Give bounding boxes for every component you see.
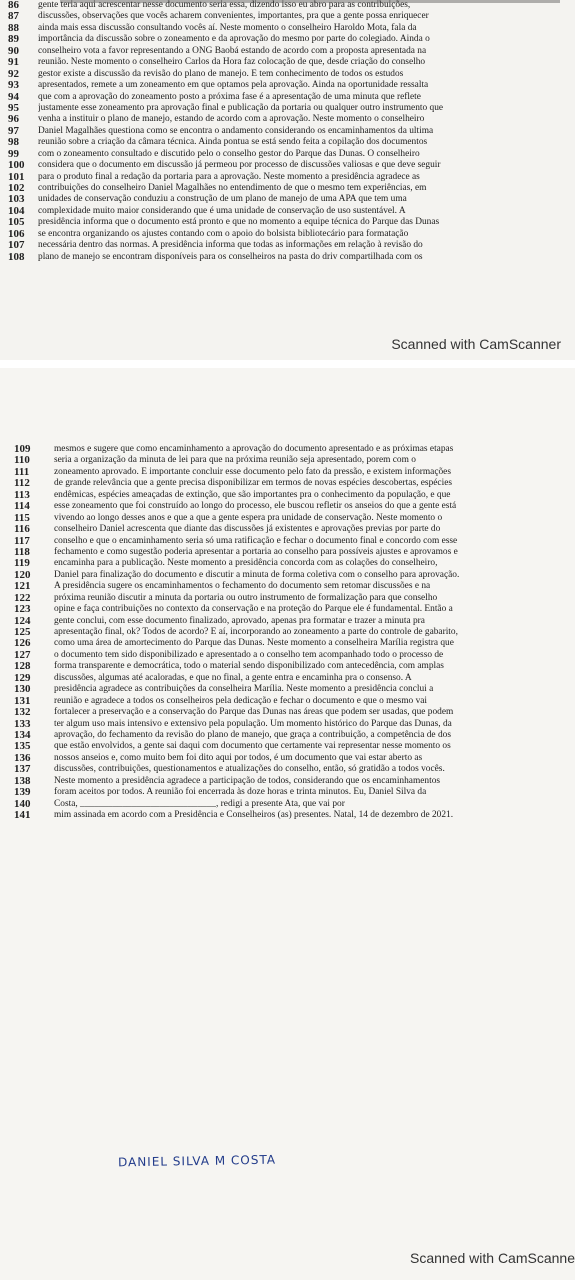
line-text: como uma área de amortecimento do Parque das Dunas. Neste momento a conselheira Marília registra que xyxy=(54,638,454,649)
page-gap xyxy=(0,360,575,368)
line-number: 103 xyxy=(8,194,25,206)
line-text: Daniel Magalhães questiona como se encontra o andamento considerando os encaminhamentos da ultima xyxy=(38,125,434,136)
minutes-line xyxy=(0,467,575,478)
line-text: importância da discussão sobre o zoneamento e da aprovação do mesmo por parte do colegiado. Ainda o xyxy=(38,34,430,45)
minutes-line xyxy=(0,650,575,661)
line-number: 139 xyxy=(14,787,31,799)
line-text: com o zoneamento consultado e discutido pelo o conselho gestor do Parque das Dunas. O conselheiro xyxy=(38,148,420,159)
line-number: 137 xyxy=(14,764,31,776)
line-number: 132 xyxy=(14,707,31,719)
line-number: 109 xyxy=(14,444,31,455)
line-number: 108 xyxy=(8,251,25,263)
minutes-line xyxy=(0,114,575,125)
line-number: 118 xyxy=(14,546,30,558)
line-number: 97 xyxy=(8,125,19,137)
line-number: 101 xyxy=(8,171,25,183)
minutes-line xyxy=(0,490,575,501)
minutes-line xyxy=(0,206,575,217)
line-text: venha a instituir o plano de manejo, estando de acordo com a aprovação. Neste momento o conselheiro xyxy=(38,114,425,125)
line-number: 119 xyxy=(14,558,30,570)
minutes-line xyxy=(0,581,575,592)
line-number: 96 xyxy=(8,114,19,126)
minutes-line xyxy=(0,478,575,489)
line-number: 141 xyxy=(14,810,31,821)
minutes-line xyxy=(0,707,575,718)
line-text: considera que o documento em discussão já permeou por processo de discussões valiosas e que deve seguir xyxy=(38,160,441,171)
minutes-line xyxy=(0,513,575,524)
scanner-watermark-1: Scanned with CamScanner xyxy=(391,336,561,352)
line-text: conselheiro vota a favor representando a ONG Baobá estando de acordo com a proposta apresentada na xyxy=(38,45,427,56)
line-text: para o produto final a redação da portaria para a aprovação. Neste momento a presidência agradece as xyxy=(38,171,420,182)
minutes-line xyxy=(0,684,575,695)
minutes-line xyxy=(0,57,575,68)
minutes-line xyxy=(0,23,575,34)
line-number: 100 xyxy=(8,160,25,172)
line-text: encaminha para a publicação. Neste momento a presidência concorda com as colações do conselheiro, xyxy=(54,558,438,569)
line-text: zoneamento aprovado. É importante concluir esse documento pelo fato da pressão, e existem informações xyxy=(54,466,451,477)
line-text: A presidência sugere os encaminhamentos o fechamento do documento sem retomar discussões e na xyxy=(54,581,431,592)
line-text: Neste momento a presidência agradece a participação de todos, considerando que os encaminhamentos xyxy=(54,775,441,786)
line-text: apresentados, remete a um zoneamento em que optamos pela aprovação. Ainda na oportunidade ressalta xyxy=(38,80,429,91)
minutes-line xyxy=(0,444,575,455)
line-text: mim assinada em acordo com a Presidência e Conselheiros (as) presentes. Natal, 14 de dezembro de 2021. xyxy=(54,810,454,820)
line-text: esse zoneamento que foi construído ao longo do processo, ele buscou refletir os anseios do que a gente está xyxy=(54,501,457,512)
minutes-line xyxy=(0,46,575,57)
line-text: vivendo ao longo desses anos e que a que a gente espera pra unidade de conservação. Neste momento o xyxy=(54,512,443,523)
line-text: próxima reunião discutir a minuta da portaria ou outro instrumento de formalização para que conselho xyxy=(54,592,438,603)
minutes-line xyxy=(0,730,575,741)
minutes-line xyxy=(0,149,575,160)
line-text: gestor existe a discussão da revisão do plano de manejo. E tem conhecimento de todos os estudos xyxy=(38,68,404,79)
line-number: 121 xyxy=(14,581,31,593)
line-number: 127 xyxy=(14,649,31,661)
line-text: mesmos e sugere que como encaminhamento a aprovação do documento apresentado e as próximas etapas xyxy=(54,444,454,454)
line-number: 130 xyxy=(14,684,31,696)
line-text: se encontra organizando os ajustes contando com o apoio do bolsista bibliotecário para formatação xyxy=(38,228,409,239)
line-text: fortalecer a preservação e a conservação do Parque das Dunas nas áreas que podem ser usadas, que podem xyxy=(54,707,454,718)
line-number: 131 xyxy=(14,695,31,707)
minutes-line xyxy=(0,126,575,137)
line-text: aprovação, do fechamento da revisão do plano de manejo, que graça a contribuição, a competência de dos xyxy=(54,729,451,740)
line-text: que estão envolvidos, a gente sai daqui com documento que certamente vai representar nesse momento os xyxy=(54,741,451,752)
line-text: discussões, contribuições, questionamentos e atualizações do conselho, então, só gratidão a todos vocês. xyxy=(54,764,445,775)
line-number: 123 xyxy=(14,604,31,616)
line-text: reunião. Neste momento o conselheiro Carlos da Hora faz colocação de que, desde criação do conselho xyxy=(38,57,426,68)
minutes-line xyxy=(0,11,575,22)
line-number: 90 xyxy=(8,45,19,57)
line-text: ainda mais essa discussão consultando vocês aí. Neste momento o conselheiro Haroldo Mota, fala da xyxy=(38,22,417,33)
minutes-line xyxy=(0,524,575,535)
line-text: presidência informa que o documento está pronto e que no momento a equipe técnica do Parque das Dunas xyxy=(38,217,440,228)
line-text: foram aceitos por todos. A reunião foi encerrada às doze horas e trinta minutos. Eu, Daniel Silva da xyxy=(54,787,427,798)
line-number: 129 xyxy=(14,672,31,684)
line-text: endêmicas, espécies ameaçadas de extinção, que são importantes pra o conhecimento da população, e que xyxy=(54,489,451,500)
minutes-line xyxy=(0,194,575,205)
line-number: 89 xyxy=(8,34,19,46)
minutes-line xyxy=(0,217,575,228)
scanner-watermark-2: Scanned with CamScanne xyxy=(410,1250,575,1266)
line-number: 94 xyxy=(8,91,19,103)
line-text: presidência agradece as contribuições da conselheira Marília. Neste momento a presidência conclui a xyxy=(54,684,434,695)
minutes-line xyxy=(0,673,575,684)
line-number: 116 xyxy=(14,524,30,536)
minutes-lines-page-1 xyxy=(0,0,575,263)
line-number: 136 xyxy=(14,752,31,764)
line-number: 120 xyxy=(14,569,31,581)
minutes-line xyxy=(0,616,575,627)
minutes-line xyxy=(0,764,575,775)
line-number: 105 xyxy=(8,217,25,229)
line-number: 88 xyxy=(8,22,19,34)
minutes-line xyxy=(0,69,575,80)
line-text: o documento tem sido disponibilizado e apresentado a o conselho tem acompanhado todo o processo de xyxy=(54,649,444,660)
minutes-line xyxy=(0,661,575,672)
line-number: 122 xyxy=(14,592,31,604)
line-number: 111 xyxy=(14,466,30,478)
line-text: Costa, _____________________________, redigi a presente Ata, que vai por xyxy=(54,798,345,809)
line-number: 91 xyxy=(8,57,19,69)
line-text: nossos anseios e, como muito bem foi dito aqui por todos, é um documento que vai estar aberto as xyxy=(54,752,423,763)
line-number: 133 xyxy=(14,718,31,730)
minutes-line xyxy=(0,787,575,798)
line-text: apresentação final, ok? Todos de acordo? E aí, incorporando ao zoneamento a parte do controle de gabarito, xyxy=(54,627,458,637)
line-number: 98 xyxy=(8,137,19,149)
line-text: gente conclui, com esse documento finalizado, aprovado, apenas pra formatar e trazer a minuta pra xyxy=(54,615,425,626)
minutes-line xyxy=(0,0,575,11)
line-number: 92 xyxy=(8,68,19,80)
scanned-page-1 xyxy=(0,0,575,360)
line-number: 115 xyxy=(14,512,30,524)
minutes-line xyxy=(0,183,575,194)
line-number: 106 xyxy=(8,228,25,240)
line-number: 128 xyxy=(14,661,31,673)
minutes-line xyxy=(0,92,575,103)
minutes-line xyxy=(0,34,575,45)
minutes-line xyxy=(0,719,575,730)
line-number: 110 xyxy=(14,455,30,467)
minutes-line xyxy=(0,103,575,114)
line-text: necessária dentro das normas. A presidência informa que todas as informações em relação à revisão do xyxy=(38,240,423,251)
line-number: 135 xyxy=(14,741,31,753)
line-text: que com a aprovação do zoneamento posto a próxima fase é a apresentação de uma minuta que reflete xyxy=(38,91,421,102)
line-text: de grande relevância que a gente precisa disponibilizar em termos de novas espécies descobertas, espécies xyxy=(54,478,453,489)
line-text: plano de manejo se encontram disponíveis para os conselheiros na pasta do driv compartilhada com os xyxy=(38,251,423,262)
minutes-line xyxy=(0,558,575,569)
minutes-line xyxy=(0,753,575,764)
line-text: reunião e agradece a todos os conselheiros pela dedicação e fechar o documento e que o mesmo vai xyxy=(54,695,428,706)
minutes-line xyxy=(0,593,575,604)
minutes-line xyxy=(0,696,575,707)
line-number: 99 xyxy=(8,148,19,160)
minutes-lines-page-2 xyxy=(0,444,575,821)
line-text: gente teria aqui acrescentar nesse documento seria essa, dizendo isso eu abro para as contribuições, xyxy=(38,0,411,10)
line-text: conselheiro Daniel acrescenta que diante das discussões já existentes e aprovações previas por parte do xyxy=(54,524,441,535)
line-number: 93 xyxy=(8,80,19,92)
line-number: 117 xyxy=(14,535,30,547)
minutes-line xyxy=(0,501,575,512)
line-number: 134 xyxy=(14,729,31,741)
line-number: 125 xyxy=(14,627,31,638)
line-number: 95 xyxy=(8,102,19,114)
line-text: discussões, observações que vocês acharem convenientes, importantes, pra que a gente possa enriquecer xyxy=(38,11,429,22)
line-text: Daniel para finalização do documento e discutir a minuta de forma coletiva com o conselho para aprovação. xyxy=(54,569,460,580)
line-text: discussões, algumas até acaloradas, e que no final, a gente entra e encaminha pra o consenso. A xyxy=(54,672,412,683)
minutes-line xyxy=(0,240,575,251)
line-text: ter algum uso mais intensivo e extensivo pela população. Um momento histórico do Parque das Dunas, da xyxy=(54,718,452,729)
minutes-line xyxy=(0,547,575,558)
minutes-line xyxy=(0,604,575,615)
minutes-line xyxy=(0,627,575,638)
minutes-line xyxy=(0,810,575,821)
minutes-line xyxy=(0,80,575,91)
line-text: forma transparente e democrática, todo o material sendo disponibilizado com antecedência, com amplas xyxy=(54,661,444,672)
line-text: conselho e que o encaminhamento seria só uma ratificação e fechar o documento final e concordo com esse xyxy=(54,535,458,546)
minutes-line xyxy=(0,741,575,752)
line-text: fechamento e como sugestão poderia apresentar a portaria ao conselho para possíveis ajustes e aprovamos e xyxy=(54,546,458,557)
line-number: 102 xyxy=(8,183,25,194)
line-number: 126 xyxy=(14,638,31,650)
line-number: 124 xyxy=(14,615,31,627)
line-text: complexidade muito maior considerando que é uma unidade de conservação de uso sustentável. A xyxy=(38,205,406,216)
minutes-line xyxy=(0,570,575,581)
line-number: 107 xyxy=(8,240,25,252)
minutes-line xyxy=(0,172,575,183)
line-text: seria a organização da minuta de lei para que na próxima reunião seja apresentado, porem com o xyxy=(54,455,416,466)
line-text: opine e faça contribuições no contexto da conservação e na proteção do Parque ele é fundamental. Então a xyxy=(54,604,453,615)
handwritten-signature: DANIEL SILVA M COSTA xyxy=(117,1152,277,1170)
line-text: contribuições do conselheiro Daniel Magalhães no entendimento de que o mesmo tem experiências, em xyxy=(38,183,427,193)
line-number: 140 xyxy=(14,798,31,810)
line-number: 114 xyxy=(14,501,30,513)
line-text: reunião sobre a criação da câmara técnica. Ainda pontua se está sendo feita a copilação dos documentos xyxy=(38,137,428,148)
minutes-line xyxy=(0,536,575,547)
line-number: 104 xyxy=(8,205,25,217)
minutes-line xyxy=(0,799,575,810)
minutes-line xyxy=(0,229,575,240)
line-text: justamente esse zoneamento pra aprovação final e publicação da portaria ou qualquer outro instrumento que xyxy=(38,102,444,113)
minutes-line xyxy=(0,455,575,466)
line-number: 113 xyxy=(14,489,30,501)
line-number: 87 xyxy=(8,11,19,23)
minutes-line xyxy=(0,160,575,171)
minutes-line xyxy=(0,776,575,787)
minutes-line xyxy=(0,137,575,148)
line-text: unidades de conservação conduziu a construção de um plano de manejo de uma APA que tem uma xyxy=(38,194,407,205)
line-number: 112 xyxy=(14,478,30,490)
line-number: 138 xyxy=(14,775,31,787)
scanned-page-2 xyxy=(0,368,575,1280)
line-number: 86 xyxy=(8,0,19,11)
minutes-line xyxy=(0,252,575,263)
minutes-line xyxy=(0,638,575,649)
